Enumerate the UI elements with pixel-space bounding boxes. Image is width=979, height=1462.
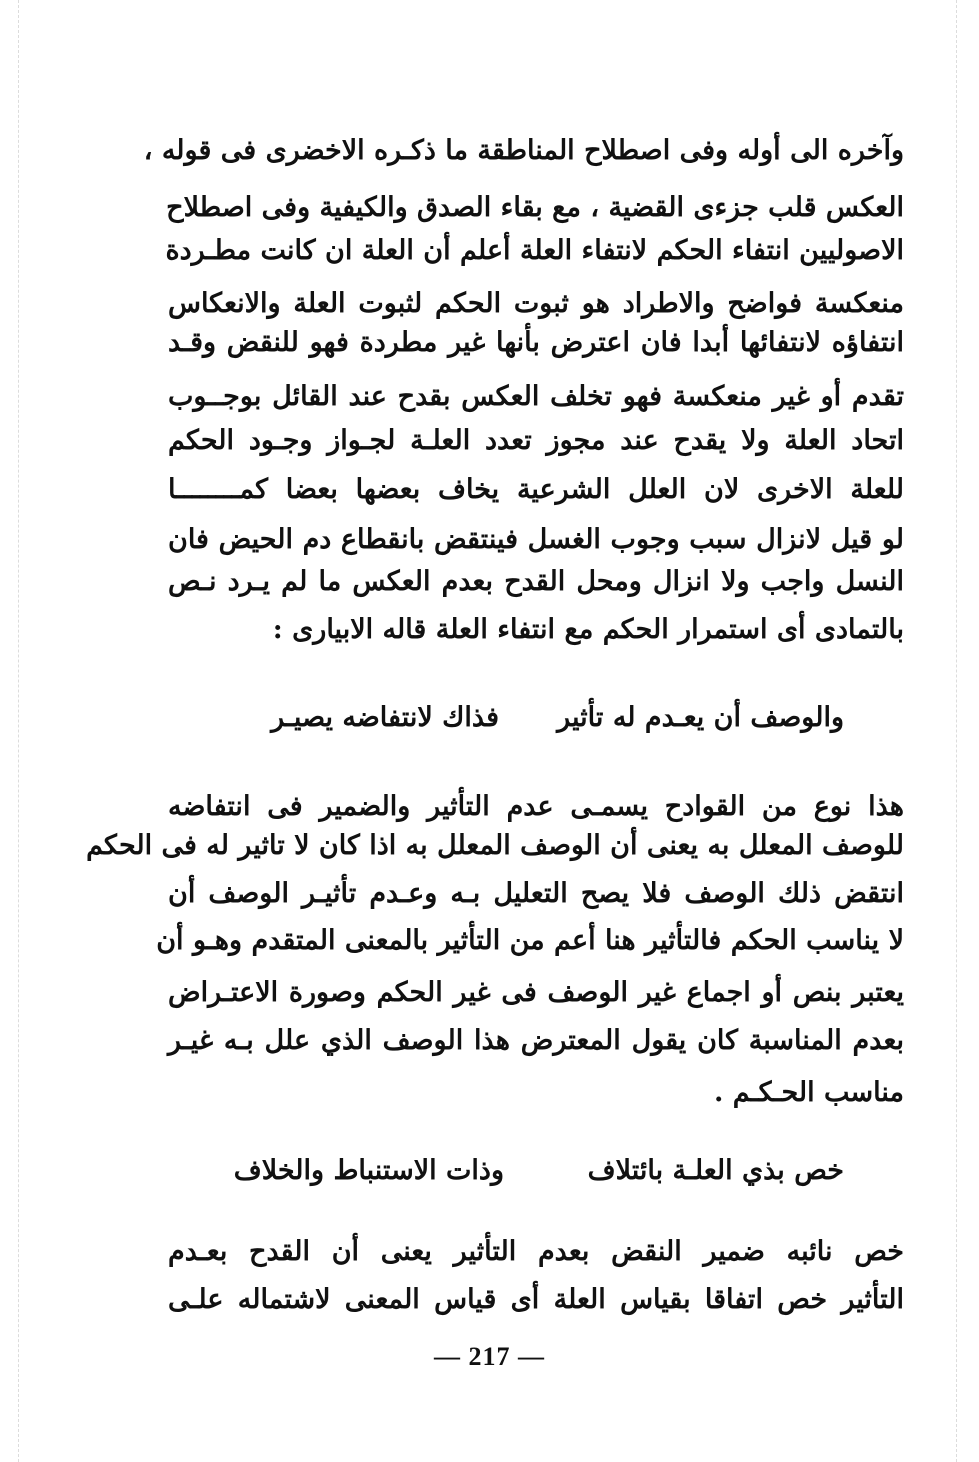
text-line: بالتمادى أى استمرار الحكم مع انتفاء العلة قاله الابيارى : [272, 614, 904, 645]
text-line: انتقض ذلك الوصف فلا يصح التعليل بـه وعـدم تأثيـر الوصف أن [168, 878, 904, 909]
verse-first-hemistich: خص بذي العلـة بائتلاف [587, 1155, 844, 1186]
verse-first-hemistich: والوصف أن يعـدم له تأثير [557, 702, 844, 733]
text-line: للوصف المعلل به يعنى أن الوصف المعلل به اذا كان لا تاثير له فى الحكم [86, 830, 904, 861]
text-line: يعتبر بنص أو اجماع غير الوصف فى غير الحكم وصورة الاعتـراض [168, 977, 904, 1008]
text-line: العكس قلب جزءى القضية ، مع بقاء الصدق والكيفية وفى اصطلاح [166, 192, 904, 223]
text-line: التأثير خص اتفاقا بقياس العلة أى قياس المعنى لاشتماله علـى [168, 1284, 904, 1315]
text-line: خص نائبه ضمير النقض بعدم التأثير يعنى أن القدح بعـدم [168, 1236, 904, 1267]
text-line: تقدم أو غير منعكسة فهو تخلف العكس بقدح عند القائل بوجــوب [168, 381, 904, 412]
text-line: لو قيل لانزال سبب وجوب الغسل فينتقض بانقطاع دم الحيض فان [168, 524, 904, 555]
text-line: هذا نوع من القوادح يسمـى عدم التأثير والضمير فى انتفاضه [168, 791, 904, 822]
page-number: — 217 — [434, 1342, 545, 1371]
text-line: وآخره الى أوله وفى اصطلاح المناطقة ما ذكـره الاخضرى فى قوله ، [143, 135, 904, 166]
text-line: اتحاد العلة ولا يقدح عند مجوز تعدد العلـة لجـواز وجـود الحكم [168, 425, 904, 456]
text-line: مناسب الحـكـم . [713, 1077, 904, 1108]
text-line: انتفاؤه لانتفائها أبدا فان اعترض بأنها غير مطردة فهو للنقض وقـد [168, 327, 904, 358]
verse-second-hemistich: فذاك لانتفاضه يصيـر [271, 702, 499, 733]
text-line: منعكسة فواضح والاطراد هو ثبوت الحكم لثبوت العلة والانعكاس [168, 288, 904, 319]
verse-second-hemistich: وذات الاستنباط والخلاف [233, 1155, 504, 1186]
page-fold-mark-left [18, 0, 20, 1462]
text-line: لا يناسب الحكم فالتأثير هنا أعم من التأثير بالمعنى المتقدم وهـو أن [156, 925, 904, 956]
text-line: الاصوليين انتفاء الحكم لانتفاء العلة أعلم أن العلة ان كانت مطـردة [165, 235, 904, 266]
page-fold-mark-right [956, 0, 958, 1462]
text-line: النسل واجب ولا انزال ومحل القدح بعدم العكس ما لم يـرد نـص [168, 566, 904, 597]
text-line: للعلة الاخرى لان العلل الشرعية يخاف بعضها بعضا كمــــــــا [168, 474, 904, 505]
text-line: بعدم المناسبة كان يقول المعترض هذا الوصف الذي علل بـه غيـر [168, 1025, 904, 1056]
